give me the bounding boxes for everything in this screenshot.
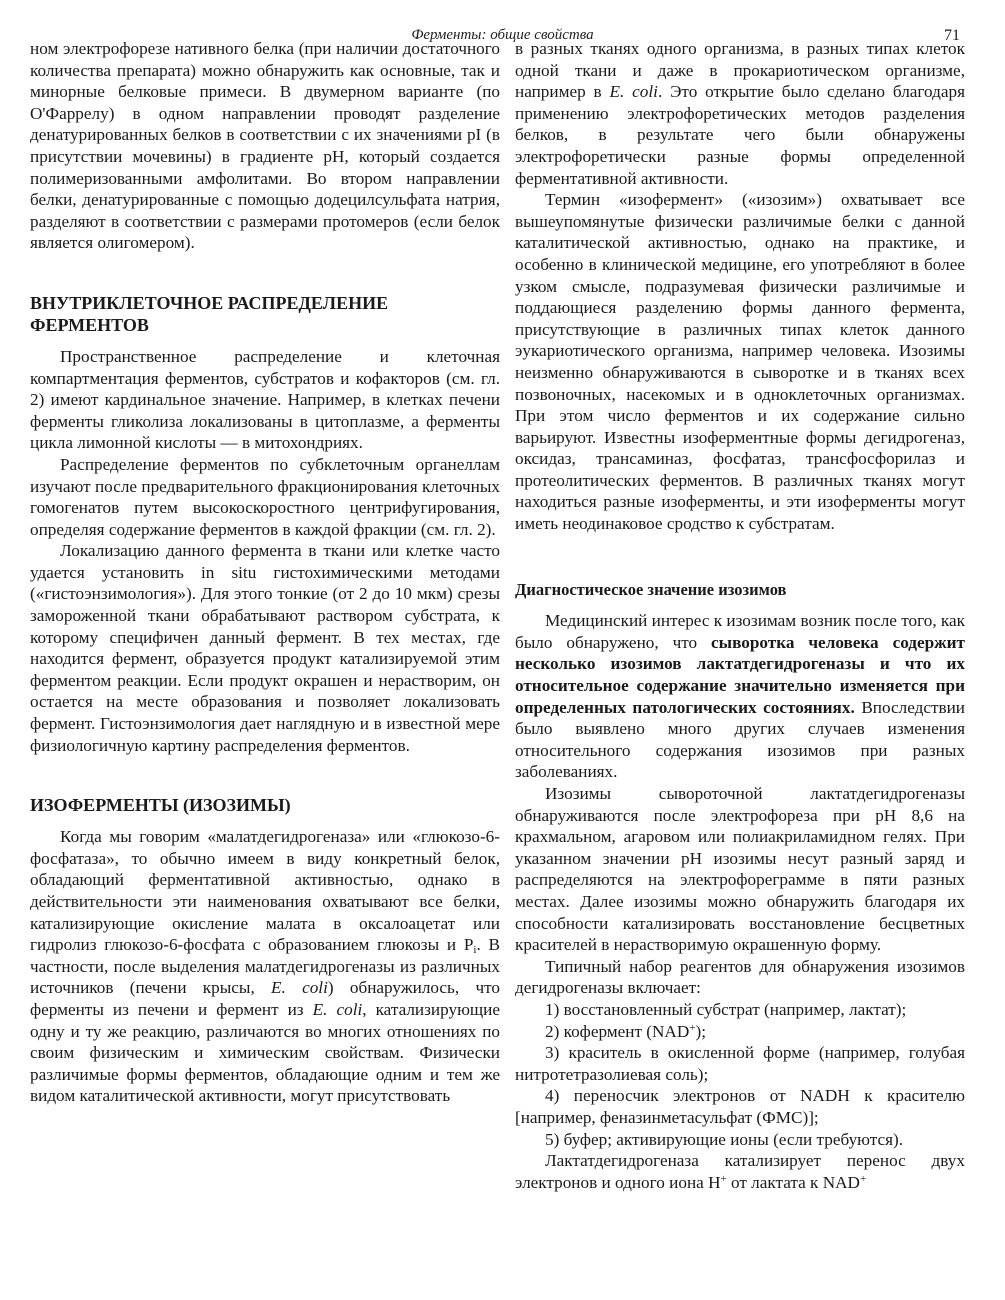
list-item bbox=[515, 999, 965, 1021]
paragraph bbox=[30, 454, 500, 540]
paragraph bbox=[30, 346, 500, 454]
script-text: + bbox=[859, 1172, 867, 1185]
paragraph bbox=[515, 783, 965, 956]
list-item bbox=[515, 1085, 965, 1128]
text-run: Типичный набор реагентов для обнаружения изозимов дегидрогеназы включает: bbox=[515, 956, 965, 998]
text-run: 4) переносчик электронов от NADH к красителю [например, феназинметасульфат (ФМС)]; bbox=[515, 1086, 965, 1127]
text-run: 1) восстановленный субстрат (например, лактат); bbox=[545, 999, 907, 1019]
paragraph bbox=[515, 38, 965, 189]
paragraph bbox=[30, 540, 500, 756]
page-number: 71 bbox=[944, 27, 960, 44]
paragraph bbox=[515, 189, 965, 535]
text-run: 3) краситель в окисленной форме (например, голубая нитротетразолиевая соль); bbox=[515, 1043, 965, 1084]
section-heading: ВНУТРИКЛЕТОЧНОЕ РАСПРЕДЕЛЕНИЕ ФЕРМЕНТОВ bbox=[30, 292, 389, 335]
italic-text: E. coli bbox=[271, 978, 328, 998]
text-run: Термин «изофермент» («изозим») охватывает все вышеупомянутые физически различимые белки с данной каталитической активностью, однако на практике, и особенно в клинической медицине, его употребляют в более узком смысле, подразумевая физически различимые и поддающиеся разделению формы данного фермента, присутствующие в различных типах клеток данного эукариотического организма, например человека. Изозимы неизменно обнаруживаются в сыворотке и в тканях всех позвоночных, насекомых и в одноклеточных организмах. При этом число ферментов и их содержание сильно варьируют. Известны изоферментные формы дегидрогеназ, оксидаз, трансаминаз, фосфатаз, трансфосфорилаз и протеолитических ферментов. В различных тканях могут находиться разные изоферменты, и эти изоферменты могут иметь неодинаковое сродство к субстратам. bbox=[515, 190, 965, 534]
text-run: ) обнаружилось, что ферменты из печени и фермент из bbox=[30, 978, 500, 1019]
right-column bbox=[515, 38, 965, 1193]
text-run: 5) буфер; активирующие ионы (если требуются). bbox=[545, 1129, 904, 1149]
paragraph bbox=[515, 610, 965, 783]
text-run: Распределение ферментов по субклеточным органеллам изучают после предварительного фракционирования клеточных гомогенатов путем высокоскоростного центрифугирования, определяя содержание ферментов в каждой фракции (см. гл. 2). bbox=[30, 454, 500, 539]
text-run: от лактата к NAD bbox=[726, 1172, 860, 1192]
bold-text: сыворотка человека содержит несколько изозимов лактатдегидрогеназы и что их относительное содержание значительно изменяется при определенных патологических состояниях. bbox=[515, 632, 965, 717]
text-run: Лактатдегидрогеназа катализирует перенос двух электронов и одного иона H bbox=[515, 1151, 965, 1192]
text-run: Изозимы сывороточной лактатдегидрогеназы обнаруживаются после электрофореза при pH 8,6 на крахмальном, агаровом или полиакриламидном гелях. При указанном значении pH изозимы несут разный заряд и распределяются на электрофореграмме в пяти разных местах. Далее изозимы можно обнаружить благодаря их способности катализировать восстановление бесцветных красителей в нерастворимую окрашенную форму. bbox=[515, 784, 965, 955]
italic-text: E. coli bbox=[312, 999, 363, 1019]
paragraph bbox=[30, 826, 500, 1107]
text-run: Медицинский интерес к изозимам возник после того, как было обнаружено, что bbox=[515, 611, 965, 652]
script-text: + bbox=[689, 1021, 696, 1034]
text-run: Локализацию данного фермента в ткани или клетке часто удается установить in situ гистохимическими методами («гистоэнзимология»). Для этого тонкие (от 2 до 10 мкм) срезы замороженной ткани обрабатывают раствором субстрата, к которому специфичен данный фермент. В тех местах, где находится фермент, образуется продукт катализируемой этим ферментом реакции. Если продукт окрашен и нерастворим, он остается на месте образования и позволяет локализовать фермент. Гистоэнзимология дает наглядную и в известной мере физиологичную картину распределения ферментов. bbox=[30, 541, 500, 755]
list-item bbox=[515, 1042, 965, 1085]
text-run: Когда мы говорим «малатдегидрогеназа» или «глюкозо-6-фосфатаза», то обычно имеем в виду конкретный белок, обладающий ферментативной активностью, однако в действительности эти наименования охватывают все белки, катализирующие окисление малата в оксалоацетат или гидролиз глюкозо-6-фосфата с образованием глюкозы и P bbox=[30, 827, 500, 955]
left-column bbox=[30, 38, 500, 1107]
text-run: ); bbox=[695, 1021, 706, 1041]
script-text: + bbox=[720, 1172, 727, 1185]
paragraph bbox=[515, 956, 965, 999]
list-item bbox=[515, 1021, 965, 1043]
script-text: i bbox=[473, 944, 477, 957]
text-run: в разных тканях одного организма, в разных типах клеток одной ткани и даже в прокариотическом организме, например в bbox=[515, 39, 965, 102]
text-run: Пространственное распределение и клеточная компартментация ферментов, субстратов и кофакторов (см. гл. 2) имеют кардинальное значение. Например, в клетках печени ферменты гликолиза локализованы в цитоплазме, а ферменты цикла лимонной кислоты — в митохондриях. bbox=[30, 346, 500, 453]
list-item bbox=[515, 1129, 965, 1151]
text-run: . Это открытие было сделано благодаря применению электрофоретических методов разделения белков, в результате чего были обнаружены электрофоретически разные формы определенной ферментативной активности. bbox=[515, 82, 965, 188]
paragraph bbox=[515, 1150, 965, 1193]
section-heading: ИЗОФЕРМЕНТЫ (ИЗОЗИМЫ) bbox=[30, 795, 291, 816]
text-run: . В частности, после выделения малатдегидрогеназы из различных источников (печени крысы, bbox=[30, 935, 500, 998]
italic-text: E. coli bbox=[609, 82, 658, 102]
text-run: Впоследствии было выявлено много других случаев изменения относительного содержания изозимов при разных заболеваниях. bbox=[515, 697, 966, 782]
subsection-heading: Диагностическое значение изозимов bbox=[515, 579, 787, 599]
paragraph bbox=[30, 38, 500, 254]
text-run: ном электрофорезе нативного белка (при наличии достаточного количества препарата) можно обнаружить как основные, так и минорные белковые примеси. В двумерном варианте (по О'Фаррелу) в одном направлении проводят разделение денатурированных белков в соответствии с их значениями pI (в присутствии мочевины) в градиенте pH, который создается полимеризованными амфолитами. Во втором направлении белки, денатурированные с помощью додецилсульфата натрия, разделяют в соответствии с размерами протомеров (если белок является олигомером). bbox=[30, 39, 500, 253]
text-run: 2) кофермент (NAD bbox=[545, 1021, 690, 1041]
text-run: , катализирующие одну и ту же реакцию, различаются во многих отношениях по своим физическим и химическим свойствам. Физически различимые формы ферментов, обладающие одним и тем же видом каталитической активности, могут присутствовать bbox=[30, 999, 500, 1106]
running-header: Ферменты: общие свойства bbox=[411, 27, 594, 43]
